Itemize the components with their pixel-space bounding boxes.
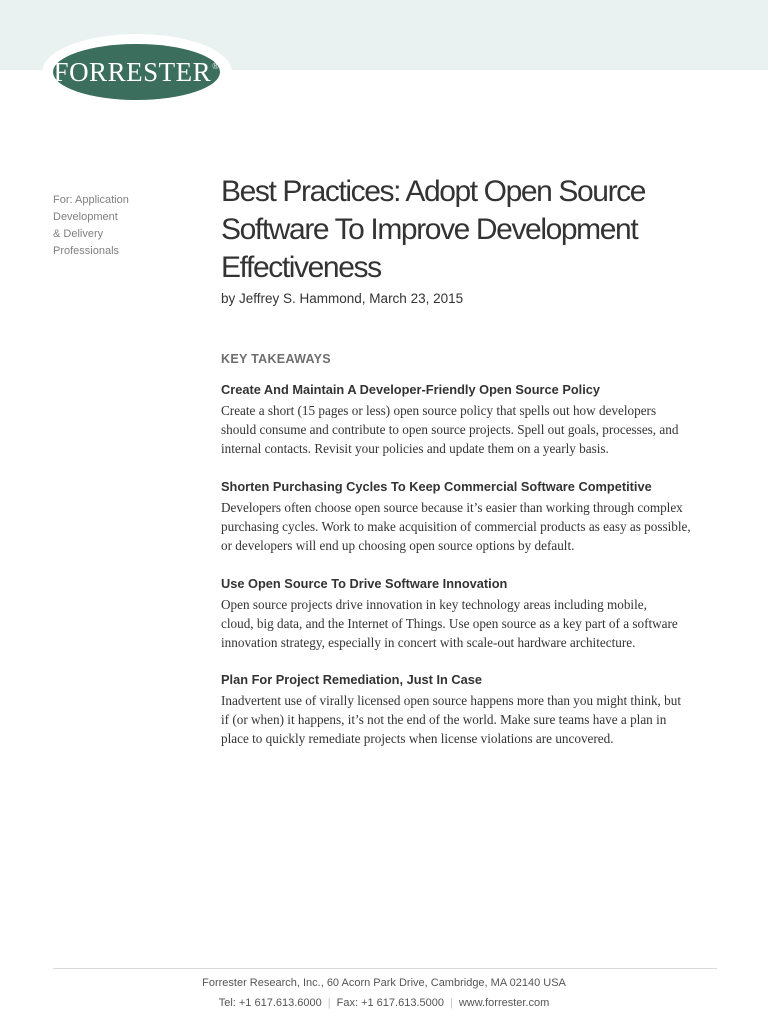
takeaway-item xyxy=(221,380,721,458)
footer-website-link[interactable]: www.forrester.com xyxy=(458,997,550,1009)
audience-line: Professionals xyxy=(53,245,120,257)
takeaway-item xyxy=(221,477,721,555)
footer-divider xyxy=(53,968,717,969)
takeaway-line: internal contacts. Revisit your policies and update them on a yearly basis. xyxy=(221,441,609,456)
logo-text: FORRESTER xyxy=(53,56,212,87)
takeaway-line: Inadvertent use of virally licensed open source happens more than you might think, but xyxy=(221,693,681,708)
footer-contact xyxy=(0,997,768,1009)
footer-separator: | xyxy=(327,997,331,1009)
takeaway-heading: Create And Maintain A Developer-Friendly Open Source Policy xyxy=(221,382,601,397)
title-line: Effectiveness xyxy=(221,251,381,284)
takeaway-body xyxy=(221,595,721,652)
takeaway-line: purchasing cycles. Work to make acquisition of commercial products as easy as possible, xyxy=(221,519,691,534)
takeaway-line: cloud, big data, and the Internet of Things. Use open source as a key part of a software xyxy=(221,616,678,631)
takeaway-line: place to quickly remediate projects when license violations are uncovered. xyxy=(221,731,614,746)
audience-line: & Delivery xyxy=(53,228,104,240)
takeaway-heading: Use Open Source To Drive Software Innovation xyxy=(221,576,508,591)
takeaway-body xyxy=(221,498,721,555)
footer-address: Forrester Research, Inc., 60 Acorn Park Drive, Cambridge, MA 02140 USA xyxy=(202,977,566,989)
title-line: Software To Improve Development xyxy=(221,213,638,246)
takeaway-line: Developers often choose open source because it’s easier than working through complex xyxy=(221,500,683,515)
audience-line: Development xyxy=(53,211,118,223)
key-takeaways-heading: KEY TAKEAWAYS xyxy=(221,352,331,366)
audience-note xyxy=(53,192,163,260)
takeaway-heading: Shorten Purchasing Cycles To Keep Commercial Software Competitive xyxy=(221,479,652,494)
forrester-logo xyxy=(53,44,220,100)
takeaway-line: should consume and contribute to open source projects. Spell out goals, processes, and xyxy=(221,422,679,437)
audience-line: For: Application xyxy=(53,194,129,206)
takeaway-line: or developers will end up choosing open source options by default. xyxy=(221,538,575,553)
takeaway-line: Create a short (15 pages or less) open source policy that spells out how developers xyxy=(221,403,657,418)
takeaway-item xyxy=(221,670,721,748)
document-title xyxy=(221,173,721,287)
takeaway-line: innovation strategy, especially in concert with scale-out hardware architecture. xyxy=(221,635,636,650)
footer-fax: Fax: +1 617.613.5000 xyxy=(336,997,444,1009)
takeaway-item xyxy=(221,574,721,652)
takeaway-body xyxy=(221,401,721,458)
takeaway-line: Open source projects drive innovation in key technology areas including mobile, xyxy=(221,597,647,612)
footer-separator: | xyxy=(449,997,453,1009)
registered-mark: ® xyxy=(212,61,220,71)
title-line: Best Practices: Adopt Open Source xyxy=(221,175,646,208)
footer-tel: Tel: +1 617.613.6000 xyxy=(218,997,322,1009)
takeaway-body xyxy=(221,691,721,748)
takeaway-heading: Plan For Project Remediation, Just In Case xyxy=(221,672,482,687)
byline: by Jeffrey S. Hammond, March 23, 2015 xyxy=(221,291,464,306)
takeaway-line: if (or when) it happens, it’s not the end of the world. Make sure teams have a plan in xyxy=(221,712,667,727)
